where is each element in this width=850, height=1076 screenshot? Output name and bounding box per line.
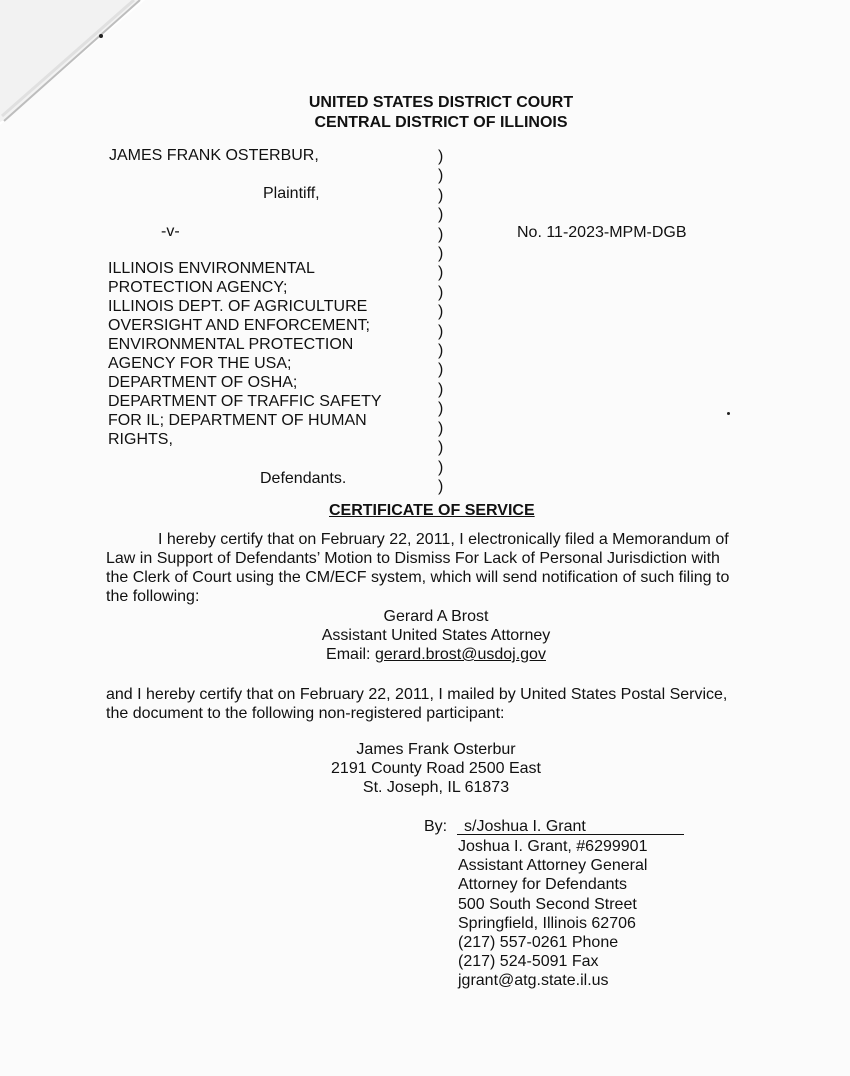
signature-line xyxy=(457,834,684,835)
paren: ) xyxy=(438,439,444,457)
paren: ) xyxy=(438,225,444,243)
paren: ) xyxy=(438,303,444,321)
signer-line: (217) 557-0261 Phone xyxy=(458,934,619,952)
defendant-line: ENVIRONMENTAL PROTECTION xyxy=(108,336,354,353)
signer-line: (217) 524-5091 Fax xyxy=(458,953,599,971)
court-name-line-1: UNITED STATES DISTRICT COURT xyxy=(308,94,574,111)
case-number: No. 11-2023-MPM-DGB xyxy=(517,224,687,241)
paragraph-line: I hereby certify that on February 22, 2011, I electronically filed a Memorandum of xyxy=(158,531,729,548)
recipient1-email-line xyxy=(0,645,850,664)
defendant-line: DEPARTMENT OF TRAFFIC SAFETY xyxy=(108,393,382,410)
signer-line: Attorney for Defendants xyxy=(458,876,627,894)
paragraph-line: the Clerk of Court using the CM/ECF system, which will send notification of such filing to xyxy=(106,569,730,586)
plaintiff-name: JAMES FRANK OSTERBUR, xyxy=(109,147,319,164)
defendants-label: Defendants. xyxy=(260,470,347,487)
signer-line: jgrant@atg.state.il.us xyxy=(458,972,609,990)
signer-line: Joshua I. Grant, #6299901 xyxy=(458,838,648,855)
recipient1-title: Assistant United States Attorney xyxy=(321,627,551,644)
certificate-title: CERTIFICATE OF SERVICE xyxy=(329,502,535,519)
paren: ) xyxy=(438,206,444,224)
versus-label: -v- xyxy=(161,223,180,240)
recipient2-street: 2191 County Road 2500 East xyxy=(331,760,541,777)
certificate-paragraph-1 xyxy=(106,530,766,606)
paren: ) xyxy=(438,322,444,340)
paren: ) xyxy=(438,380,444,398)
email-label: Email: xyxy=(326,646,375,663)
recipient2-name: James Frank Osterbur xyxy=(356,741,516,758)
defendant-line: ILLINOIS DEPT. OF AGRICULTURE xyxy=(108,298,368,315)
signer-line: Springfield, Illinois 62706 xyxy=(458,914,636,932)
paren: ) xyxy=(438,400,444,418)
defendant-line: AGENCY FOR THE USA; xyxy=(108,355,292,372)
defendant-line: DEPARTMENT OF OSHA; xyxy=(108,374,298,391)
court-name-line-2: CENTRAL DISTRICT OF ILLINOIS xyxy=(314,114,568,131)
paren: ) xyxy=(438,264,444,282)
recipient2-city: St. Joseph, IL 61873 xyxy=(362,779,510,796)
defendants-list xyxy=(108,259,382,449)
defendant-line: FOR IL; DEPARTMENT OF HUMAN xyxy=(108,412,367,429)
signer-details xyxy=(458,837,647,991)
signer-line: 500 South Second Street xyxy=(458,895,637,913)
paren: ) xyxy=(438,342,444,360)
electronic-signature: s/Joshua I. Grant xyxy=(464,818,586,835)
paren: ) xyxy=(438,186,444,204)
paren: ) xyxy=(438,167,444,185)
paren: ) xyxy=(438,245,444,263)
defendant-line: RIGHTS, xyxy=(108,431,173,448)
paren: ) xyxy=(438,361,444,379)
paren: ) xyxy=(438,283,444,301)
defendant-line: ILLINOIS ENVIRONMENTAL xyxy=(108,260,315,277)
scan-speck xyxy=(727,412,730,415)
signer-line: Assistant Attorney General xyxy=(458,857,648,875)
certificate-paragraph-2 xyxy=(106,685,766,723)
by-label: By: xyxy=(424,818,448,835)
paragraph-line: Law in Support of Defendants’ Motion to Dismiss For Lack of Personal Jurisdiction with xyxy=(106,550,720,567)
defendant-line: PROTECTION AGENCY; xyxy=(108,279,288,296)
paragraph-line: the document to the following non-registered participant: xyxy=(106,705,505,722)
plaintiff-label: Plaintiff, xyxy=(263,185,320,202)
recipient1-name: Gerard A Brost xyxy=(383,608,489,625)
paragraph-line: and I hereby certify that on February 22, 2011, I mailed by United States Postal Service, xyxy=(106,686,728,703)
paren: ) xyxy=(438,148,444,165)
paren: ) xyxy=(438,477,444,495)
paren: ) xyxy=(438,419,444,437)
caption-parenthesis-column xyxy=(438,147,448,496)
paren: ) xyxy=(438,458,444,476)
paragraph-line: the following: xyxy=(106,588,200,605)
email-link[interactable]: gerard.brost@usdoj.gov xyxy=(374,646,546,663)
defendant-line: OVERSIGHT AND ENFORCEMENT; xyxy=(108,317,370,334)
